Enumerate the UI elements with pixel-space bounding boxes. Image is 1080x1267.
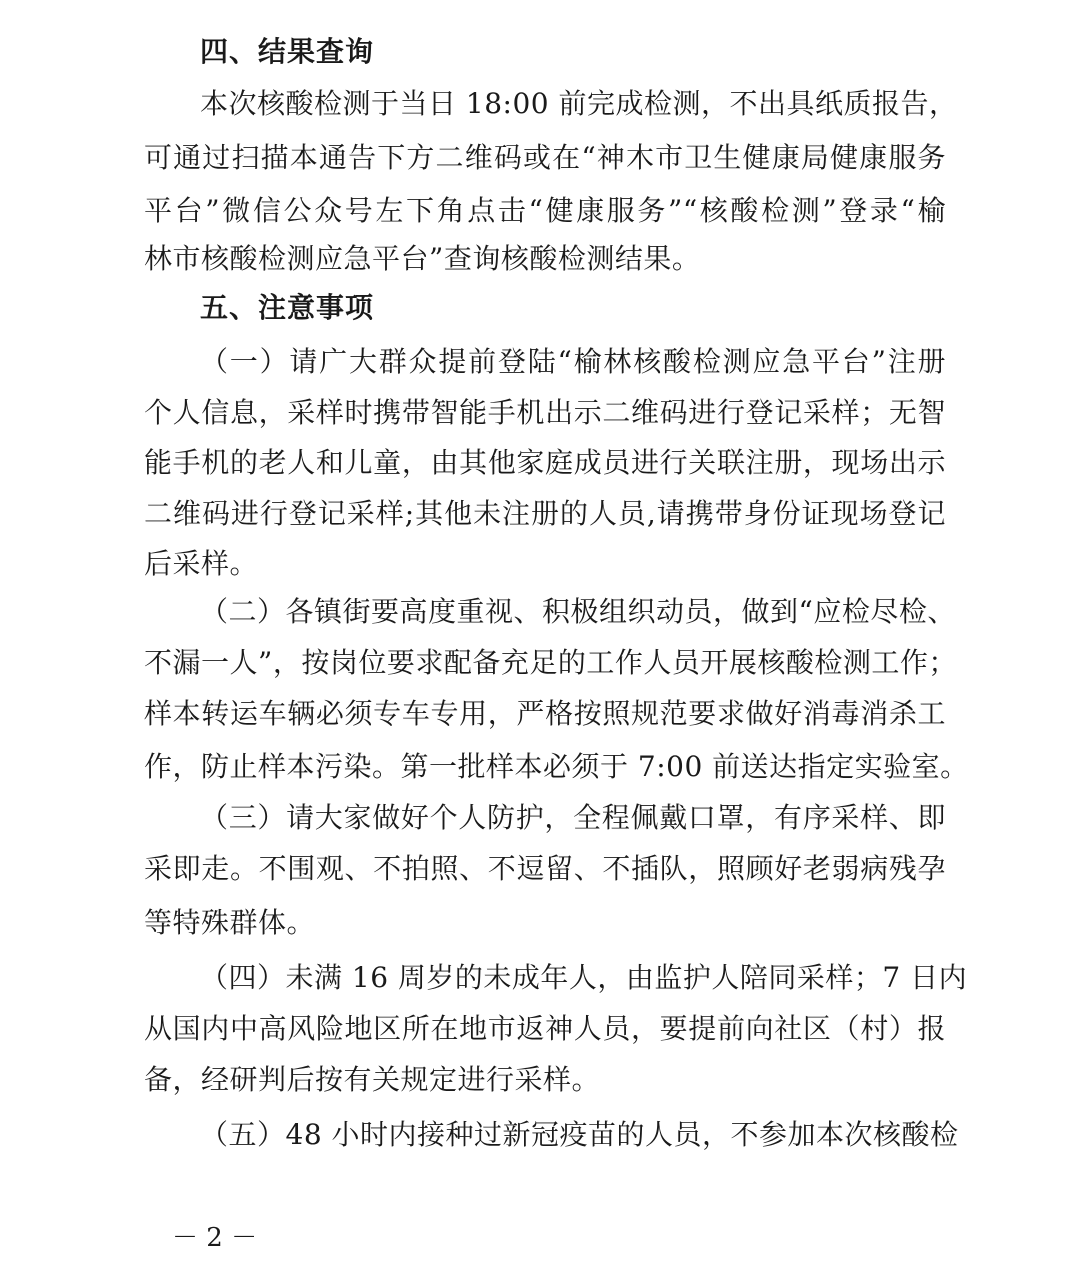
paragraph-line: 能手机的老人和儿童，由其他家庭成员进行关联注册，现场出示 <box>144 446 946 479</box>
paragraph-line: 二维码进行登记采样;其他未注册的人员,请携带身份证现场登记 <box>144 497 946 530</box>
paragraph-line: 后采样。 <box>144 547 259 580</box>
paragraph-line: 备，经研判后按有关规定进行采样。 <box>144 1063 601 1096</box>
paragraph-line: 本次核酸检测于当日 18:00 前完成检测，不出具纸质报告， <box>200 87 958 120</box>
paragraph-line: （二）各镇街要高度重视、积极组织动员，做到“应检尽检、 <box>200 595 956 628</box>
paragraph-line: 采即走。不围观、不拍照、不逗留、不插队，照顾好老弱病残孕 <box>144 852 946 885</box>
section-heading-result-query: 四、结果查询 <box>200 35 375 68</box>
paragraph-line: （五）48 小时内接种过新冠疫苗的人员，不参加本次核酸检 <box>200 1118 959 1151</box>
section-heading-precautions: 五、注意事项 <box>200 291 375 324</box>
paragraph-line: 平台”微信公众号左下角点击“健康服务”“核酸检测”登录“榆 <box>144 194 946 227</box>
paragraph-line: （四）未满 16 周岁的未成年人，由监护人陪同采样；7 日内 <box>200 961 968 994</box>
paragraph-line: 林市核酸检测应急平台”查询核酸检测结果。 <box>144 242 701 275</box>
paragraph-line: 从国内中高风险地区所在地市返神人员，要提前向社区（村）报 <box>144 1012 946 1045</box>
paragraph-line: 个人信息，采样时携带智能手机出示二维码进行登记采样；无智 <box>144 396 946 429</box>
paragraph-line: 等特殊群体。 <box>144 906 316 939</box>
paragraph-line: （一）请广大群众提前登陆“榆林核酸检测应急平台”注册 <box>200 345 946 378</box>
paragraph-line: 作，防止样本污染。第一批样本必须于 7:00 前送达指定实验室。 <box>144 750 969 783</box>
paragraph-line: 不漏一人”，按岗位要求配备充足的工作人员开展核酸检测工作； <box>144 646 957 679</box>
paragraph-line: 可通过扫描本通告下方二维码或在“神木市卫生健康局健康服务 <box>144 141 946 174</box>
paragraph-line: 样本转运车辆必须专车专用，严格按照规范要求做好消毒消杀工 <box>144 697 946 730</box>
paragraph-line: （三）请大家做好个人防护，全程佩戴口罩，有序采样、即 <box>200 801 946 834</box>
page-number: － 2 － <box>172 1223 258 1253</box>
